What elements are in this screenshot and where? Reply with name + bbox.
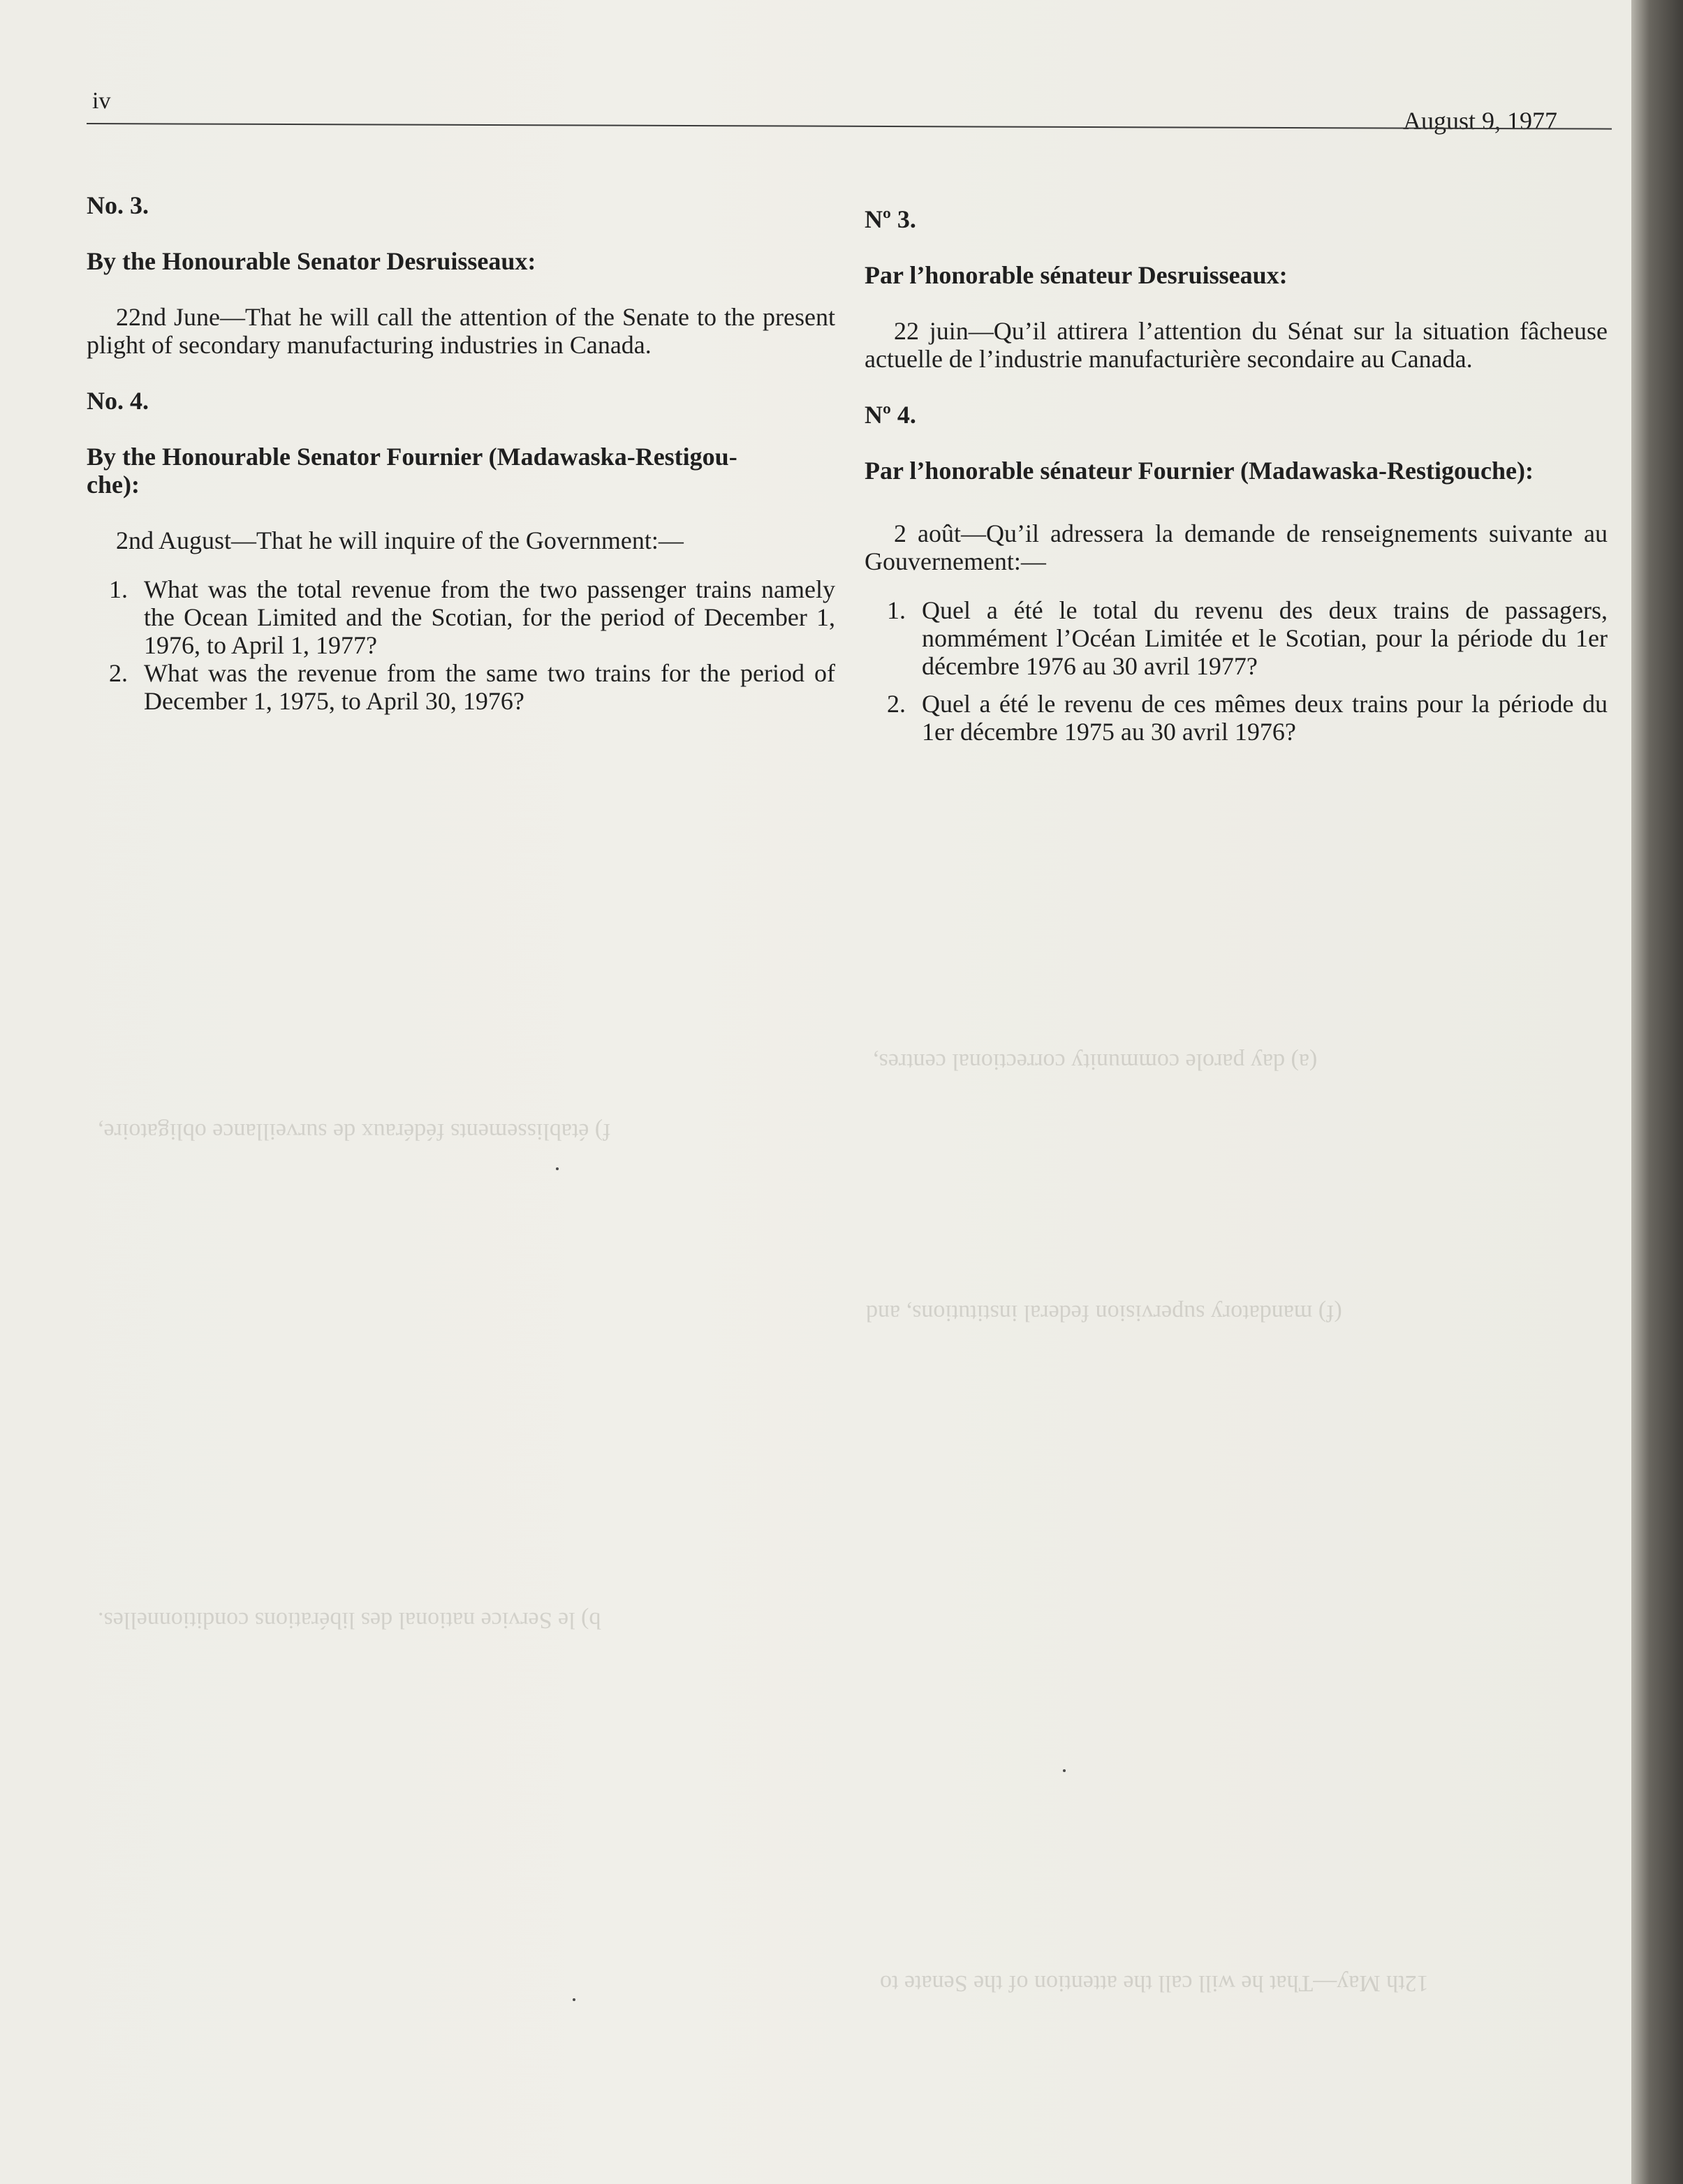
notice-number: Nº 4. — [865, 401, 916, 429]
french-column — [865, 205, 1608, 746]
paper-speck — [1063, 1769, 1066, 1772]
notice-number: No. 3. — [87, 191, 149, 219]
bleed-through-text: f) établissements fédéraux de surveillance obligatoire, — [98, 1119, 611, 1144]
page-edge-shadow — [1631, 0, 1683, 2184]
list-item-text: What was the total revenue from the two passenger trains namely the Ocean Limited and the Scotian, for the period of December 1, 1976, to April 1, 1977? — [144, 575, 835, 659]
notice-sponsor: By the Honourable Senator Desruisseaux: — [87, 247, 536, 275]
notice-number: No. 4. — [87, 387, 149, 415]
bleed-through-text: (a) day parole community correctional centres, — [873, 1049, 1318, 1075]
notice-sponsor — [87, 443, 835, 499]
notice-text: 22 juin—Qu’il attirera l’attention du Sénat sur la situation fâcheuse actuelle de l’industrie manufacturière secondaire au Canada. — [865, 317, 1608, 373]
notice-sponsor-line: che): — [87, 471, 140, 499]
notice-sponsor-line: By the Honourable Senator Fournier (Madawaska-Restigou- — [87, 443, 737, 471]
list-item — [87, 659, 835, 715]
paper-speck — [556, 1167, 559, 1170]
notice-number: Nº 3. — [865, 205, 916, 233]
page-date: August 9, 1977 — [1402, 107, 1557, 135]
question-list — [87, 575, 835, 715]
list-item — [87, 575, 835, 659]
list-item-text: Quel a été le revenu de ces mêmes deux trains pour la période du 1er décembre 1975 au 30 avril 1976? — [922, 690, 1608, 746]
header-rule — [87, 123, 1612, 130]
list-item-number: 2. — [109, 659, 128, 687]
list-item-text: Quel a été le total du revenu des deux trains de passagers, nommément l’Océan Limitée et le Scotian, pour la période du 1er décembre 1976 au 30 avril 1977? — [922, 596, 1608, 680]
question-list — [865, 596, 1608, 746]
notice-text: 22nd June—That he will call the attention of the Senate to the present plight of secondary manufacturing industries in Canada. — [87, 303, 835, 359]
english-column — [87, 191, 835, 715]
list-item — [865, 596, 1608, 680]
list-item-text: What was the revenue from the same two trains for the period of December 1, 1975, to April 30, 1976? — [144, 659, 835, 715]
notice-intro: 2 août—Qu’il adressera la demande de renseignements suivante au Gouvernement:— — [865, 519, 1608, 575]
list-item-number: 1. — [887, 596, 906, 624]
notice-sponsor: Par l’honorable sénateur Fournier (Madawaska-Restigouche): — [865, 457, 1534, 485]
notice-intro: 2nd August—That he will inquire of the Government:— — [116, 526, 684, 554]
bleed-through-text: 12th May—That he will call the attention of the Senate to — [880, 1970, 1429, 1996]
list-item — [865, 690, 1608, 746]
list-item-number: 1. — [109, 575, 128, 603]
bleed-through-text: (f) mandatory supervision federal institutions, and — [866, 1300, 1342, 1326]
list-item-number: 2. — [887, 690, 906, 718]
bleed-through-text: b) le Service national des libérations conditionnelles. — [98, 1607, 601, 1633]
paper-speck — [573, 1998, 575, 2001]
notice-sponsor: Par l’honorable sénateur Desruisseaux: — [865, 261, 1288, 289]
page-number: iv — [92, 88, 111, 114]
